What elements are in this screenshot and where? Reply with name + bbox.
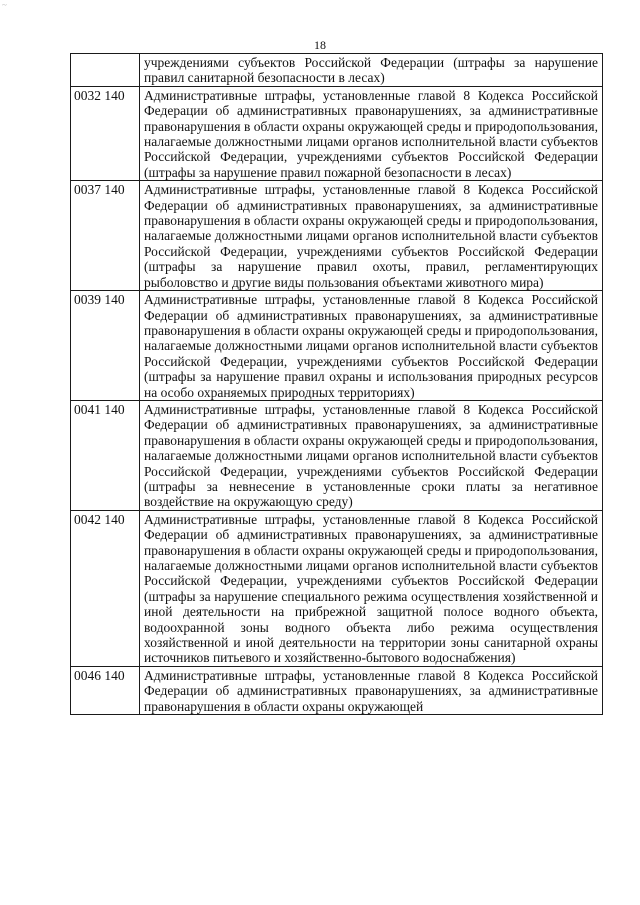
row-description: Административные штрафы, установленные главой 8 Кодекса Российской Федерации об административных правонарушениях, за административные правонарушения в области охраны окружающей среды и природопользования, налагаемые должностными лицами органов исполнительной власти субъектов Российской Федерации, учреждениями субъектов Российской Федерации (штрафы за нарушение правил пожарной безопасности в лесах) — [140, 86, 603, 180]
row-description: Административные штрафы, установленные главой 8 Кодекса Российской Федерации об административных правонарушениях, за административные правонарушения в области охраны окружающей — [140, 666, 603, 714]
table-row — [71, 666, 603, 714]
table-row — [71, 86, 603, 180]
row-code: 0032 140 — [71, 86, 140, 180]
row-code — [71, 54, 140, 87]
row-description: учреждениями субъектов Российской Федерации (штрафы за нарушение правил санитарной безопасности в лесах) — [140, 54, 603, 87]
row-code: 0037 140 — [71, 181, 140, 291]
row-code: 0041 140 — [71, 400, 140, 510]
row-description: Административные штрафы, установленные главой 8 Кодекса Российской Федерации об административных правонарушениях, за административные правонарушения в области охраны окружающей среды и природопользования, налагаемые должностными лицами органов исполнительной власти субъектов Российской Федерации, учреждениями субъектов Российской Федерации (штрафы за нарушение специального режима осуществления хозяйственной и иной деятельности на прибрежной защитной полосе водного объекта, водоохранной зоны водного объекта либо режима осуществления хозяйственной и иной деятельности на территории зоны санитарной охраны источников питьевого и хозяйственно-бытового водоснабжения) — [140, 510, 603, 666]
table-row — [71, 291, 603, 401]
row-code: 0046 140 — [71, 666, 140, 714]
table-row — [71, 54, 603, 87]
fines-classification-table — [70, 53, 603, 715]
row-description: Административные штрафы, установленные главой 8 Кодекса Российской Федерации об административных правонарушениях, за административные правонарушения в области охраны окружающей среды и природопользования, налагаемые должностными лицами органов исполнительной власти субъектов Российской Федерации, учреждениями субъектов Российской Федерации (штрафы за нарушение правил охоты, правил, регламентирующих рыболовство и другие виды пользования объектами животного мира) — [140, 181, 603, 291]
table-row — [71, 181, 603, 291]
page-number: 18 — [314, 38, 326, 52]
table-row — [71, 510, 603, 666]
row-code: 0042 140 — [71, 510, 140, 666]
table-row — [71, 400, 603, 510]
row-description: Административные штрафы, установленные главой 8 Кодекса Российской Федерации об административных правонарушениях, за административные правонарушения в области охраны окружающей среды и природопользования, налагаемые должностными лицами органов исполнительной власти субъектов Российской Федерации, учреждениями субъектов Российской Федерации (штрафы за невнесение в установленные сроки платы за негативное воздействие на окружающую среду) — [140, 400, 603, 510]
row-code: 0039 140 — [71, 291, 140, 401]
scan-margin-mark: ~ — [2, 0, 7, 10]
row-description: Административные штрафы, установленные главой 8 Кодекса Российской Федерации об административных правонарушениях, за административные правонарушения в области охраны окружающей среды и природопользования, налагаемые должностными лицами органов исполнительной власти субъектов Российской Федерации, учреждениями субъектов Российской Федерации (штрафы за нарушение правил охраны и использования природных ресурсов на особо охраняемых природных территориях) — [140, 291, 603, 401]
